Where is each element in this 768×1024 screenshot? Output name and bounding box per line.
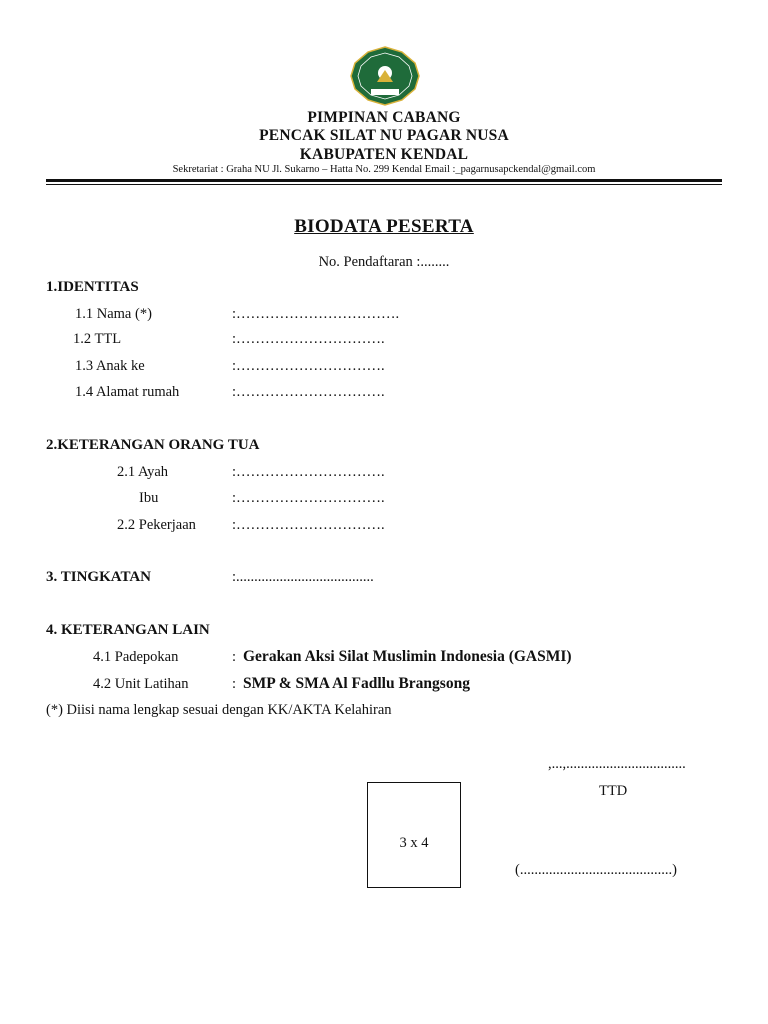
field-colon-padepokan: : (232, 649, 237, 665)
section-heading-keterangan-lain: 4. KETERANGAN LAIN (46, 622, 210, 638)
section-heading-orang-tua: 2.KETERANGAN ORANG TUA (46, 437, 260, 453)
field-label-unit-latihan: 4.2 Unit Latihan (93, 676, 189, 692)
field-value-unit-latihan: SMP & SMA Al Fadllu Brangsong (243, 675, 470, 692)
header-divider-thin (46, 184, 722, 185)
field-label-pekerjaan: 2.2 Pekerjaan (117, 517, 196, 533)
field-label-nama: 1.1 Nama (*) (75, 306, 152, 322)
field-label-ibu: Ibu (139, 490, 159, 506)
field-value-ibu: :…………………………. (232, 490, 385, 506)
signature-name-line: (..........................................) (515, 862, 677, 878)
footnote: (*) Diisi nama lengkap sesuai dengan KK/AKTA Kelahiran (46, 702, 392, 718)
field-label-anak-ke: 1.3 Anak ke (75, 358, 145, 374)
signature-place-date: ,...,................................. (548, 756, 686, 772)
section-heading-tingkatan: 3. TINGKATAN (46, 569, 152, 585)
header-divider-thick (46, 179, 722, 182)
field-value-pekerjaan: :…………………………. (232, 517, 385, 533)
org-title-line3: KABUPATEN KENDAL (299, 146, 469, 163)
field-value-ttl: :…………………………. (232, 331, 385, 347)
field-value-nama: :……………………………. (232, 306, 400, 322)
photo-box-label: 3 x 4 (399, 835, 429, 851)
field-value-tingkatan: :...................................... (232, 569, 374, 585)
field-value-anak-ke: :…………………………. (232, 358, 385, 374)
org-title-line2: PENCAK SILAT NU PAGAR NUSA (259, 127, 509, 144)
field-label-padepokan: 4.1 Padepokan (93, 649, 179, 665)
document-title: BIODATA PESERTA (294, 216, 474, 237)
registration-number: No. Pendaftaran :........ (318, 254, 450, 270)
field-label-ttl: 1.2 TTL (73, 331, 122, 347)
photo-box (367, 782, 461, 888)
field-label-ayah: 2.1 Ayah (117, 464, 169, 480)
org-title-line1: PIMPINAN CABANG (307, 109, 461, 126)
field-value-padepokan: Gerakan Aksi Silat Muslimin Indonesia (GASMI) (243, 648, 572, 665)
field-value-ayah: :…………………………. (232, 464, 385, 480)
signature-ttd-label: TTD (599, 783, 628, 799)
secretariat-address: Sekretariat : Graha NU Jl. Sukarno – Hatta No. 299 Kendal Email :_pagarnusapckendal@gmail.com (172, 164, 596, 175)
field-value-alamat: :…………………………. (232, 384, 385, 400)
field-label-alamat: 1.4 Alamat rumah (75, 384, 180, 400)
pagar-nusa-logo (349, 46, 421, 106)
field-colon-unit-latihan: : (232, 676, 237, 692)
section-heading-identitas: 1.IDENTITAS (46, 279, 139, 295)
